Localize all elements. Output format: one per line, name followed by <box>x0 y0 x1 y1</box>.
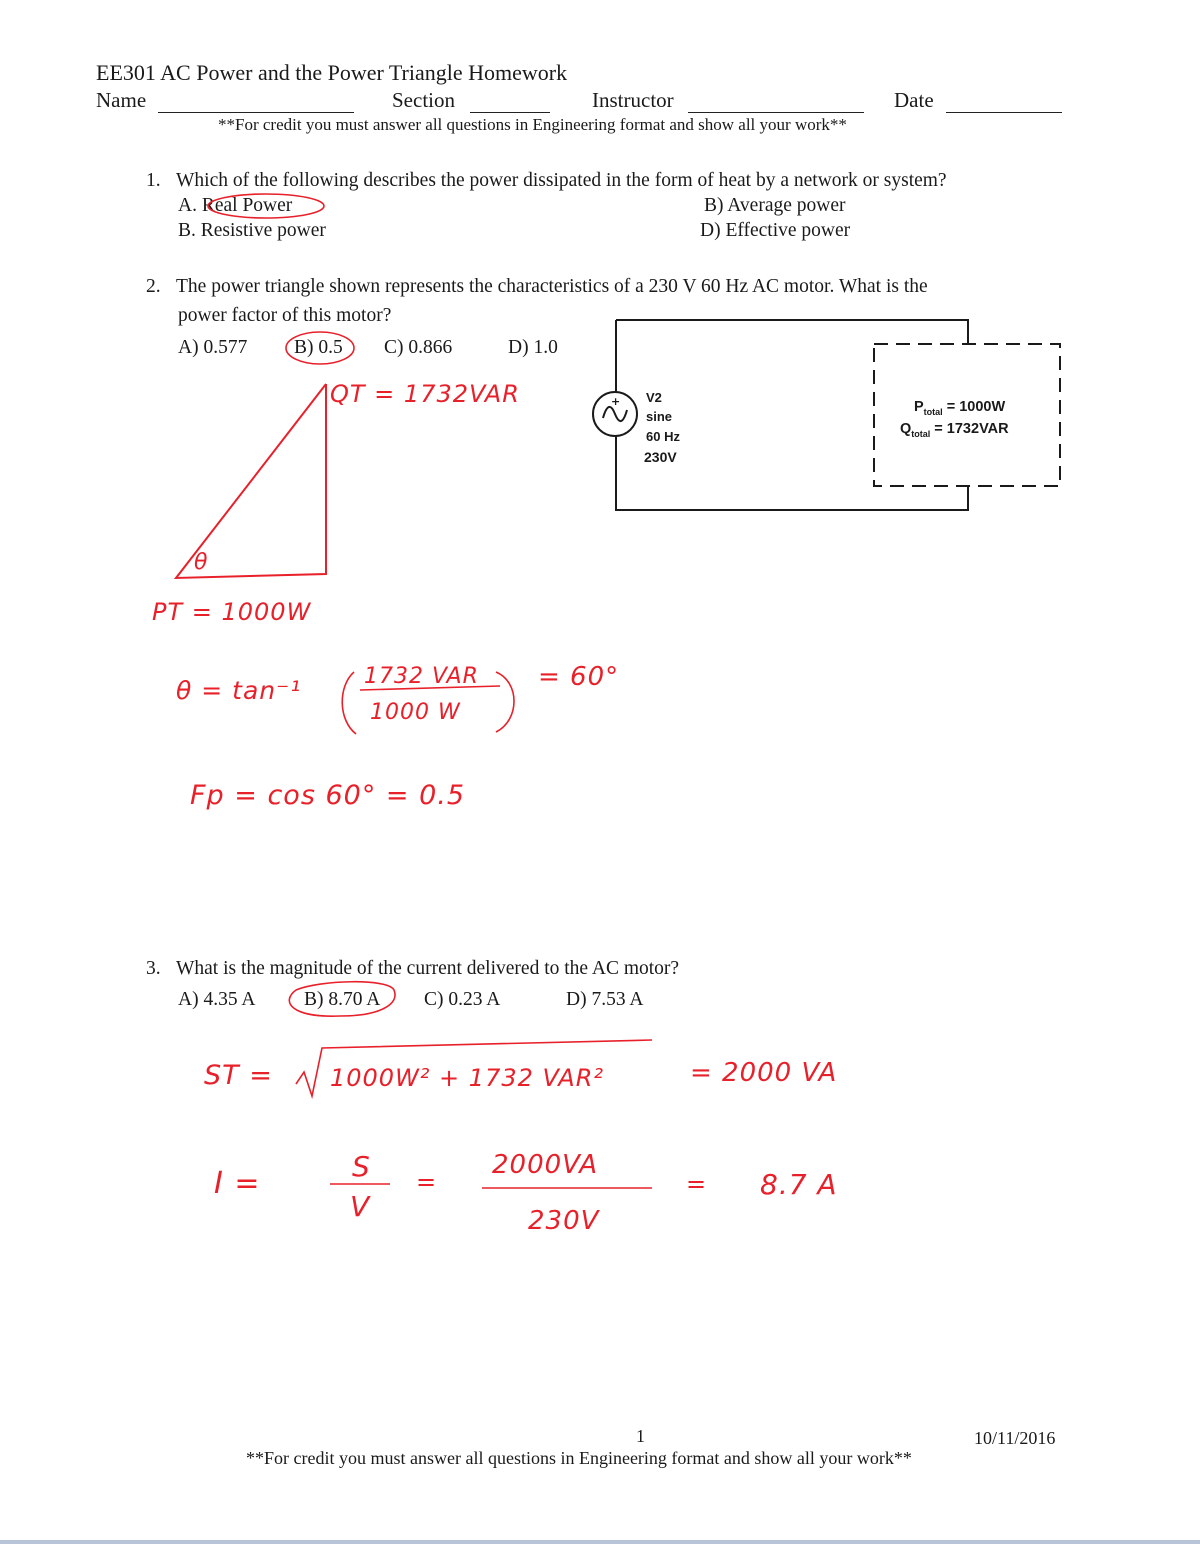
ac-source-icon <box>593 392 637 436</box>
page-title: EE301 AC Power and the Power Triangle Homework <box>96 60 568 85</box>
q3-option-d: D) 7.53 A <box>566 989 644 1010</box>
svg-text:+: + <box>611 395 621 408</box>
source-frequency: 60 Hz <box>646 429 680 444</box>
handwritten-denominator: 1000 W <box>370 700 461 725</box>
load-real-power: $P_{total} = 1000W$ <box>914 399 1006 417</box>
handwritten-v-denominator: V <box>350 1190 371 1223</box>
q3-option-b: B) 8.70 A <box>304 989 381 1010</box>
page-number: 1 <box>636 1426 645 1446</box>
handwritten-theta: θ <box>194 550 209 575</box>
power-triangle <box>176 384 326 578</box>
circuit-schematic <box>616 320 1060 510</box>
handwritten-equals-1: = <box>416 1168 438 1196</box>
section-label: Section <box>392 88 455 112</box>
date-label: Date <box>894 88 934 112</box>
handwritten-current-result: 8.7 A <box>760 1168 838 1201</box>
handwritten-v-denominator-2: 230V <box>528 1206 600 1236</box>
handwritten-st-result: = 2000 VA <box>690 1058 838 1088</box>
source-name: V2 <box>646 390 662 405</box>
footer-date: 10/11/2016 <box>974 1428 1056 1448</box>
q1-option-b-average: B) Average power <box>704 195 846 216</box>
q2-number: 2. <box>146 276 161 297</box>
handwritten-s-numerator: S <box>352 1150 371 1183</box>
q1-option-b-resistive: B. Resistive power <box>178 220 326 241</box>
handwritten-angle-result: = 60° <box>538 662 620 692</box>
handwritten-sqrt-body: 1000W² + 1732 VAR² <box>330 1064 605 1092</box>
handwritten-power-factor: Fp = cos 60° = 0.5 <box>190 780 466 811</box>
q2-option-c: C) 0.866 <box>384 337 453 358</box>
q2-option-d: D) 1.0 <box>508 337 558 358</box>
q3-option-c: C) 0.23 A <box>424 989 501 1010</box>
q1-answer-circle <box>208 194 324 218</box>
load-reactive-power: $Q_{total} = 1732VAR$ <box>900 421 1009 439</box>
instructor-label: Instructor <box>592 88 674 112</box>
q2-option-a: A) 0.577 <box>178 337 248 358</box>
handwritten-st-label: ST = <box>204 1060 273 1091</box>
q3-text: What is the magnitude of the current delivered to the AC motor? <box>176 958 680 979</box>
q2-answer-circle <box>286 332 354 364</box>
q2-text-line1: The power triangle shown represents the characteristics of a 230 V 60 Hz AC motor. What is the <box>176 276 928 297</box>
q2-option-b: B) 0.5 <box>294 337 343 358</box>
q3-number: 3. <box>146 958 161 979</box>
handwritten-qt: QT = 1732VAR <box>330 380 520 408</box>
source-type: sine <box>646 409 673 424</box>
handwritten-theta-equation: θ = tan⁻¹ <box>176 676 302 705</box>
source-voltage: 230V <box>644 449 677 465</box>
scan-edge <box>0 1540 1200 1544</box>
handwritten-equals-2: = <box>686 1170 708 1198</box>
name-label: Name <box>96 88 147 112</box>
q2-text-line2: power factor of this motor? <box>178 305 392 326</box>
q1-text: Which of the following describes the power dissipated in the form of heat by a network or system? <box>176 170 947 191</box>
footer-credit-note: **For credit you must answer all questions in Engineering format and show all your work** <box>246 1448 912 1468</box>
tan-bracket-right <box>496 672 514 732</box>
handwritten-pt: PT = 1000W <box>152 598 312 626</box>
q3-option-a: A) 4.35 A <box>178 989 256 1010</box>
handwritten-i-label: I = <box>214 1166 261 1201</box>
tan-bracket-left <box>342 672 356 734</box>
q1-number: 1. <box>146 170 161 191</box>
q1-option-a: A. Real Power <box>178 195 293 216</box>
credit-note: **For credit you must answer all questions in Engineering format and show all your work** <box>218 115 847 134</box>
handwritten-numerator: 1732 VAR <box>364 664 479 689</box>
q1-option-d: D) Effective power <box>700 220 851 241</box>
handwritten-va-numerator: 2000VA <box>492 1150 598 1180</box>
